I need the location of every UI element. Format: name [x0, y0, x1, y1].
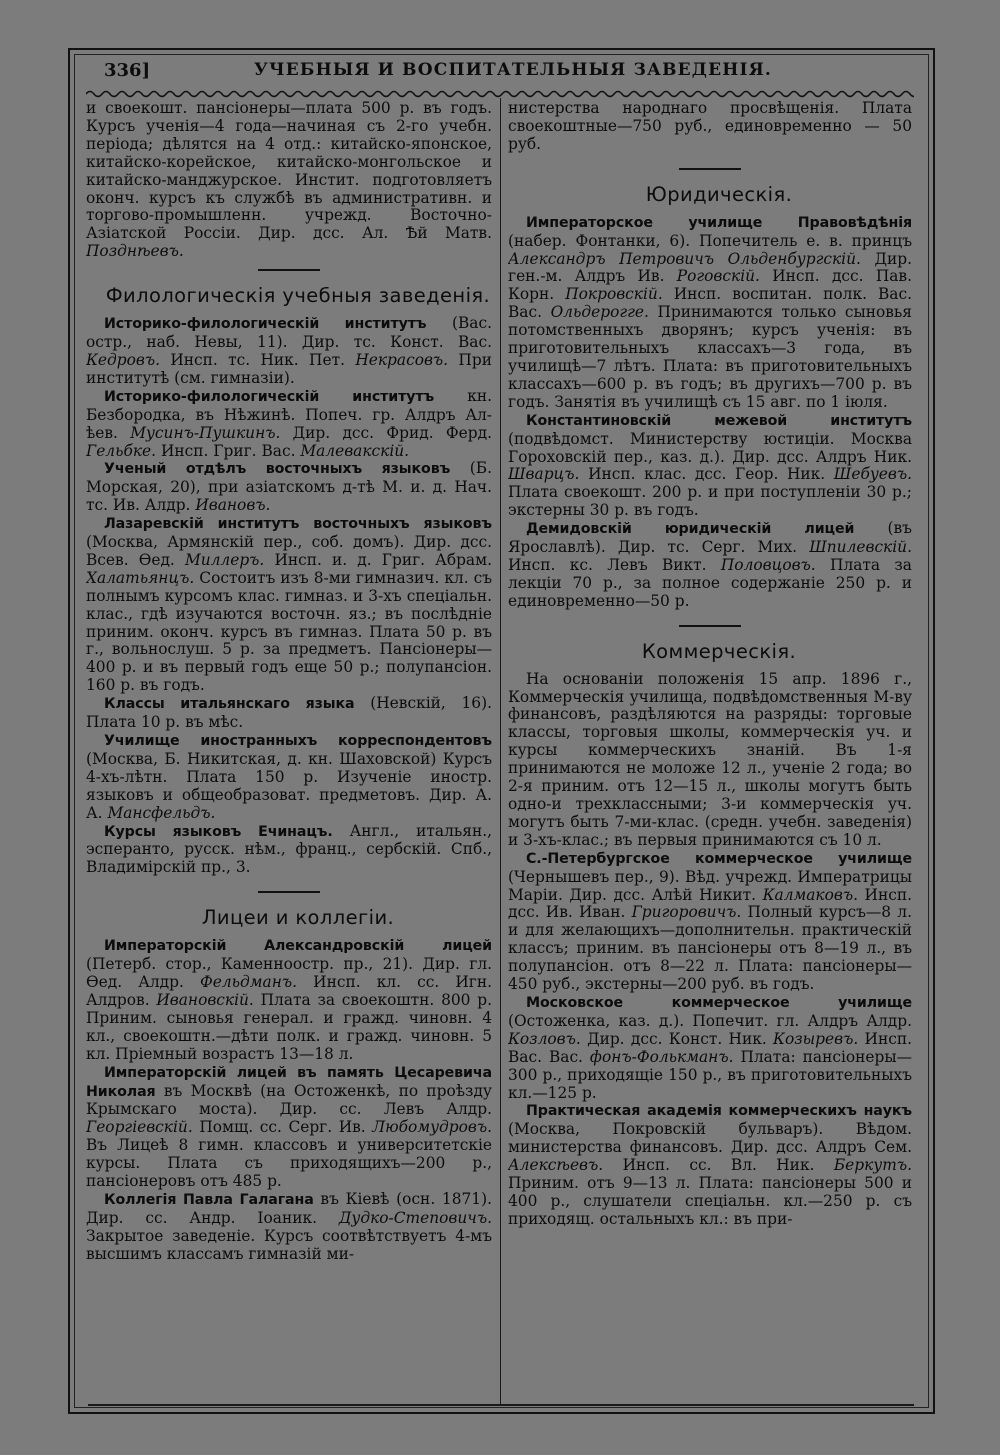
left-column — [86, 100, 492, 1400]
page-header — [104, 60, 914, 84]
running-title: УЧЕБНЫЯ И ВОСПИТАТЕЛЬНЫЯ ЗАВЕДЕНІЯ. — [254, 60, 772, 80]
entry: Училище иностранныхъ корреспондентовъ (Москва, Б. Никитская, д. кн. Шаховской) Курсъ 4-хъ-лѣтн. Плата 150 р. Изученіе иностр. языковъ и общеобразоват. предметовъ. Дир. А. А. Мансфельдъ. — [86, 733, 492, 822]
column-divider — [500, 98, 501, 1404]
entry: Практическая академія коммерческихъ наукъ (Москва, Покровскій бульваръ). Вѣдом. министерства финансовъ. Дир. дсс. Алдръ Сем. Алексѣевъ. Инсп. сс. Вл. Ник. Беркутъ. Приним. отъ 9—13 л. Плата: пансіонеры 500 и 400 р., слушатели спеціальн. кл.—250 р. съ приходящ. остальныхъ кл.: въ при- — [508, 1103, 912, 1228]
entry: Императорское училище Правовѣдѣнія (набер. Фонтанки, 6). Попечитель е. в. принцъ Александръ Петровичъ Ольденбургскій. Дир. ген.-м. Алдръ Ив. Роговскій. Инсп. дсс. Пав. Корн. Покровскій. Инсп. воспитан. полк. Вас. Вас. Ольдерогге. Принимаются только сыновья потомственныхъ дворянъ; курсъ ученія: въ приготовительныхъ классахъ—3 года, въ училищѣ—7 лѣтъ. Плата: въ приготовительныхъ классахъ—600 р. въ годъ; въ другихъ—700 р. въ годъ. Занятія въ училищѣ съ 15 авг. по 1 іюля. — [508, 214, 912, 411]
bottom-rule — [88, 1404, 914, 1406]
section-title-commercial: Коммерческія. — [641, 639, 797, 663]
entry: Московское коммерческое училище (Остоженка, каз. д.). Попечит. гл. Алдръ Алдр. Козловъ. Дир. дсс. Конст. Ник. Козыревъ. Инсп. Вас. Вас. фонъ-Фолькманъ. Плата: пансіонеры—300 р., приходящіе 150 р., въ приготовительныхъ кл.—125 р. — [508, 994, 912, 1102]
continued-paragraph: нистерства народнаго просвѣщенія. Плата своекоштные—750 руб., единовременно — 50 руб. — [508, 100, 912, 153]
entry: Императорскій Александровскій лицей (Петерб. стор., Каменноостр. пр., 21). Дир. гл. Ѳед. Алдр. Фельдманъ. Инсп. кл. сс. Игн. Алдров. Ивановскій. Плата за своекоштн. 800 р. Приним. сыновья генерал. и гражд. чиновн. 4 кл., своекоштн.—дѣти полк. и гражд. чиновн. 5 кл. Пріемный возрастъ 13—18 л. — [86, 938, 492, 1063]
right-column — [508, 100, 912, 1400]
entry: С.-Петербургское коммерческое училище (Чернышевъ пер., 9). Вѣд. учрежд. Императрицы Маріи. Дир. дсс. Алѣй Никит. Калмаковъ. Инсп. дсс. Ив. Иван. Григоровичъ. Полный курсъ—8 л. и для желающихъ—дополнительн. практическій классъ; приним. въ пансіонеры отъ 8—19 л., въ полупансіон. отъ 8—22 л. Плата: пансіонеры—450 руб., экстерны—200 руб. въ годъ. — [508, 850, 912, 994]
entry: Демидовскій юридическій лицей (въ Ярославлѣ). Дир. тс. Серг. Мих. Шпилевскій. Инсп. кс. Левъ Викт. Половцовъ. Плата за лекціи 70 р., за полное содержаніе 250 р. и единовременно—50 р. — [508, 519, 912, 610]
entry: Классы итальянскаго языка (Невскій, 16). Плата 10 р. въ мѣс. — [86, 694, 492, 732]
entry: Лазаревскій институтъ восточныхъ языковъ (Москва, Армянскій пер., соб. домъ). Дир. дсс. Всев. Ѳед. Миллеръ. Инсп. и. д. Григ. Абрам. Халатьянцъ. Состоитъ изъ 8-ми гимназич. кл. съ полнымъ курсомъ клас. гимназ. и 3-хъ спеціальн. клас., гдѣ изучаются восточн. яз.; въ послѣдніе приним. оконч. курсъ въ гимназ. Плата 50 р. въ г., вольнослуш. 5 р. за предметъ. Пансіонеры—400 р. и въ первый годъ еще 50 р.; полупансіон. 160 р. въ годъ. — [86, 516, 492, 695]
section-title-philological: Филологическія учебныя заведенія. — [105, 284, 491, 308]
entry: Коллегія Павла Галагана въ Кіевѣ (осн. 1871). Дир. сс. Андр. Іоаник. Дудко-Степовичъ. Закрытое заведеніе. Курсъ соотвѣтствуетъ 4-мъ высшимъ классамъ гимназій ми- — [86, 1189, 492, 1263]
section-title-lyceums: Лицеи и коллегіи. — [201, 906, 395, 930]
entry: Историко-филологическій институтъ кн. Безбородка, въ Нѣжинѣ. Попеч. гр. Алдръ Ал-ѣев. Мусинъ-Пушкинъ. Дир. дсс. Фрид. Ферд. Гельбке. Инсп. Григ. Вас. Малевакскій. — [86, 386, 492, 460]
page-number: 336] — [104, 60, 151, 81]
entry: Императорскій лицей въ память Цесаревича Николая въ Москвѣ (на Остоженкѣ, по проѣзду Крымскаго моста). Дир. сс. Левъ Алдр. Георгіевскій. Помщ. сс. Серг. Ив. Любомудровъ. Въ Лицеѣ 8 гимн. классовъ и университетскіе курсы. Плата съ приходящихъ—200 р., пансіонеровъ отъ 485 р. — [86, 1064, 492, 1191]
entry: Ученый отдѣлъ восточныхъ языковъ (Б. Морская, 20), при азіатскомъ д-тѣ М. и. д. Нач. тс. Ив. Алдр. Ивановъ. — [86, 459, 492, 515]
continued-paragraph: и своекошт. пансіонеры—плата 500 р. въ годъ. Курсъ ученія—4 года—начиная съ 2-го учебн. періода; дѣлятся на 4 отд.: китайско-японское, китайско-корейское, китайско-монгольское и китайско-манджурское. Инстит. подготовляетъ оконч. курсъ къ службѣ въ административн. и торгово-промышленн. учрежд. Восточно-Азіатской Россіи. Дир. дсс. Ал. Ѣй Матв. Позднѣевъ. — [86, 100, 492, 261]
commercial-intro: На основаніи положенія 15 апр. 1896 г., Коммерческія училища, подвѣдомственныя М-ву финансовъ, раздѣляются на разряды: торговые классы, торговыя школы, коммерческія уч. и курсы коммерческихъ знаній. Въ 1-я принимаются не моложе 12 л., ученіе 2 года; во 2-я приним. отъ 12—15 л., школы могутъ быть одно-и трехклассными; 3-и коммерческія уч. могутъ быть 7-ми-клас. (средн. учебн. заведенія) и 3-хъ-клас.; въ первыя принимаются съ 10 л. — [508, 669, 912, 849]
entry: Историко-филологическій институтъ (Вас. остр., наб. Невы, 11). Дир. тс. Конст. Вас. Кедровъ. Инсп. тс. Ник. Пет. Некрасовъ. При институтѣ (см. гимназіи). — [86, 314, 492, 387]
entry: Константиновскій межевой институтъ (подвѣдомст. Министерству юстиціи. Москва Гороховскій пер., каз. д.). Дир. дсс. Алдръ Ник. Шварцъ. Инсп. клас. дсс. Геор. Ник. Шебуевъ. Плата своекошт. 200 р. и при поступленіи 30 р.; экстерны 30 р. въ годъ. — [508, 412, 912, 520]
entry: Курсы языковъ Ечинацъ. Англ., итальян., эсперанто, русск. нѣм., франц., сербскій. Спб., Владимірскій пр., 3. — [86, 821, 492, 877]
section-title-juridical: Юридическія. — [645, 182, 793, 206]
